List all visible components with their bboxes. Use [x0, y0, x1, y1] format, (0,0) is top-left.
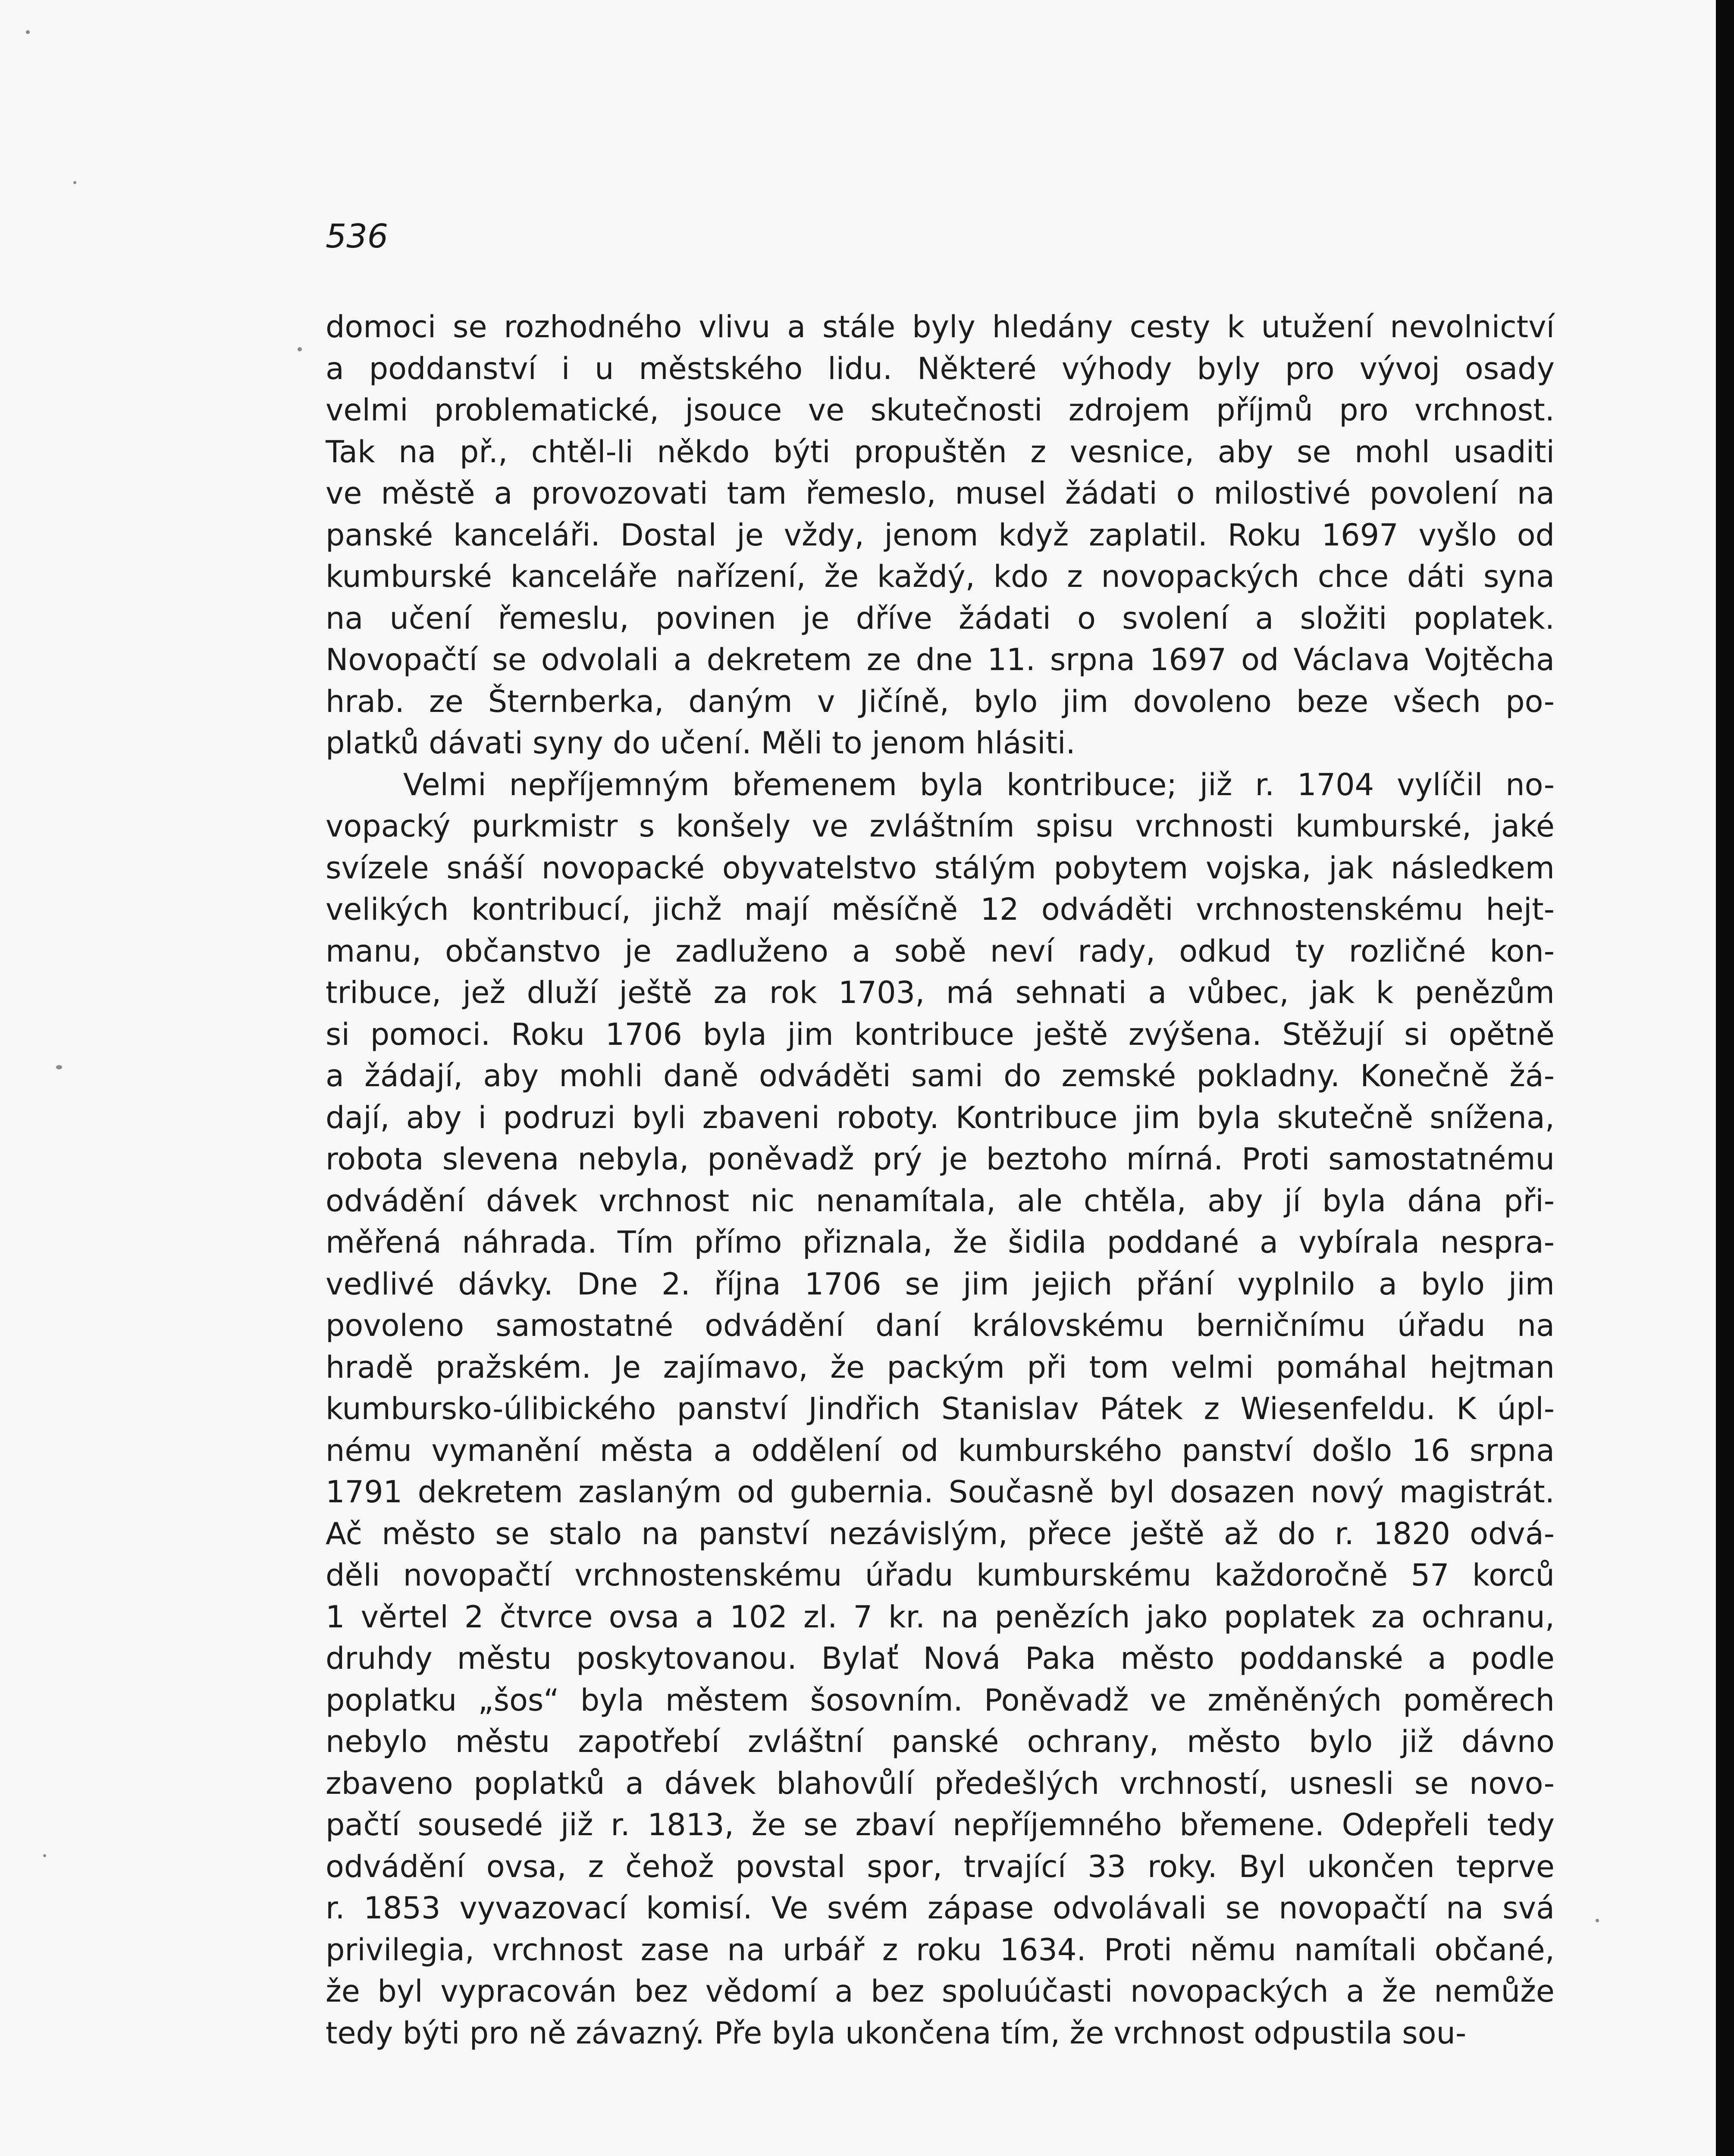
text-line: velmi problematické, jsouce ve skutečnosti zdrojem příjmů pro vrchnost.	[326, 392, 1555, 428]
text-line: 1 věrtel 2 čtvrce ovsa a 102 zl. 7 kr. na penězích jako poplatek za ochranu,	[326, 1599, 1555, 1635]
text-line: manu, občanstvo je zadluženo a sobě neví rady, odkud ty rozličné kon-	[326, 933, 1555, 969]
text-line: dají, aby i podruzi byli zbaveni roboty. Kontribuce jim byla skutečně snížena,	[326, 1100, 1555, 1135]
text-line: druhdy městu poskytovanou. Bylať Nová Paka město poddanské a podle	[326, 1641, 1555, 1676]
text-line: odvádění dávek vrchnost nic nenamítala, ale chtěla, aby jí byla dána při-	[326, 1183, 1555, 1219]
text-line: velikých kontribucí, jichž mají měsíčně 12 odváděti vrchnostenskému hejt-	[326, 892, 1555, 927]
text-line: na učení řemeslu, povinen je dříve žádati o svolení a složiti poplatek.	[326, 600, 1555, 636]
paragraph	[326, 764, 1555, 2054]
text-line: nebylo městu zapotřebí zvláštní panské ochrany, město bylo již dávno	[326, 1724, 1555, 1759]
paper-speck	[73, 181, 76, 184]
text-line: Ač město se stalo na panství nezávislým, přece ještě až do r. 1820 odvá-	[326, 1516, 1555, 1551]
text-line: Novopačtí se odvolali a dekretem ze dne 11. srpna 1697 od Václava Vojtěcha	[326, 642, 1555, 677]
text-line: privilegia, vrchnost zase na urbář z roku 1634. Proti němu namítali občané,	[326, 1932, 1555, 1968]
text-line: odvádění ovsa, z čehož povstal spor, trvající 33 roky. Byl ukončen teprve	[326, 1849, 1555, 1884]
text-line: tedy býti pro ně závazný. Pře byla ukončena tím, že vrchnost odpustila sou-	[326, 2015, 1467, 2051]
text-line: svízele snáší novopacké obyvatelstvo stálým pobytem vojska, jak následkem	[326, 850, 1555, 886]
paragraph	[326, 306, 1555, 764]
text-line: poplatku „šos“ byla městem šosovním. Poněvadž ve změněných poměrech	[326, 1682, 1555, 1718]
text-line: a žádají, aby mohli daně odváděti sami do zemské pokladny. Konečně žá-	[326, 1058, 1555, 1094]
text-line: děli novopačtí vrchnostenskému úřadu kumburskému každoročně 57 korců	[326, 1557, 1555, 1593]
text-line: panské kanceláři. Dostal je vždy, jenom když zaplatil. Roku 1697 vyšlo od	[326, 517, 1555, 553]
text-line: Tak na př., chtěl-li někdo býti propuštěn z vesnice, aby se mohl usaditi	[326, 434, 1555, 470]
text-line: povoleno samostatné odvádění daní královskému berničnímu úřadu na	[326, 1308, 1555, 1343]
text-line: vopacký purkmistr s konšely ve zvláštním spisu vrchnosti kumburské, jaké	[326, 808, 1555, 844]
text-line: hradě pražském. Je zajímavo, že packým při tom velmi pomáhal hejtman	[326, 1349, 1555, 1385]
text-line: domoci se rozhodného vlivu a stále byly hledány cesty k utužení nevolnictví	[326, 309, 1555, 345]
text-line: nému vymanění města a oddělení od kumburského panství došlo 16 srpna	[326, 1432, 1555, 1468]
text-line: r. 1853 vyvazovací komisí. Ve svém zápase odvolávali se novopačtí na svá	[326, 1890, 1555, 1926]
text-line: Velmi nepříjemným břemenem byla kontribuce; již r. 1704 vylíčil no-	[403, 767, 1555, 802]
paper-speck	[56, 1065, 62, 1069]
text-line: pačtí sousedé již r. 1813, že se zbaví nepříjemného břemene. Odepřeli tedy	[326, 1807, 1555, 1843]
text-line: kumbursko-úlibického panství Jindřich Stanislav Pátek z Wiesenfeldu. K úpl-	[326, 1391, 1555, 1426]
paper-speck	[1596, 1919, 1599, 1922]
text-line: vedlivé dávky. Dne 2. října 1706 se jim jejich přání vyplnilo a bylo jim	[326, 1266, 1555, 1302]
paper-speck	[43, 1854, 46, 1857]
text-line: si pomoci. Roku 1706 byla jim kontribuce ještě zvýšena. Stěžují si opětně	[326, 1016, 1555, 1052]
text-line: tribuce, jež dluží ještě za rok 1703, má sehnati a vůbec, jak k penězům	[326, 975, 1555, 1010]
scan-edge	[1716, 0, 1734, 2156]
text-line: kumburské kanceláře nařízení, že každý, kdo z novopackých chce dáti syna	[326, 559, 1555, 594]
text-line: měřená náhrada. Tím přímo přiznala, že šidila poddané a vybírala nespra-	[326, 1225, 1555, 1260]
text-line: 1791 dekretem zaslaným od gubernia. Současně byl dosazen nový magistrát.	[326, 1474, 1555, 1510]
text-line: ve městě a provozovati tam řemeslo, musel žádati o milostivé povolení na	[326, 476, 1555, 511]
paper-speck	[26, 30, 30, 34]
page-number: 536	[326, 217, 389, 255]
text-line: že byl vypracován bez vědomí a bez spoluúčasti novopackých a že nemůže	[326, 1974, 1555, 2009]
paper-speck	[298, 347, 302, 351]
text-line: platků dávati syny do učení. Měli to jenom hlásiti.	[326, 725, 1076, 761]
text-line: hrab. ze Šternberka, daným v Jičíně, bylo jim dovoleno beze všech po-	[326, 683, 1555, 719]
body-text	[326, 306, 1555, 2054]
text-line: zbaveno poplatků a dávek blahovůlí předešlých vrchností, usnesli se novo-	[326, 1765, 1555, 1801]
text-line: a poddanství i u městského lidu. Některé výhody byly pro vývoj osady	[326, 351, 1555, 386]
text-line: robota slevena nebyla, poněvadž prý je beztoho mírná. Proti samostatnému	[326, 1141, 1555, 1177]
